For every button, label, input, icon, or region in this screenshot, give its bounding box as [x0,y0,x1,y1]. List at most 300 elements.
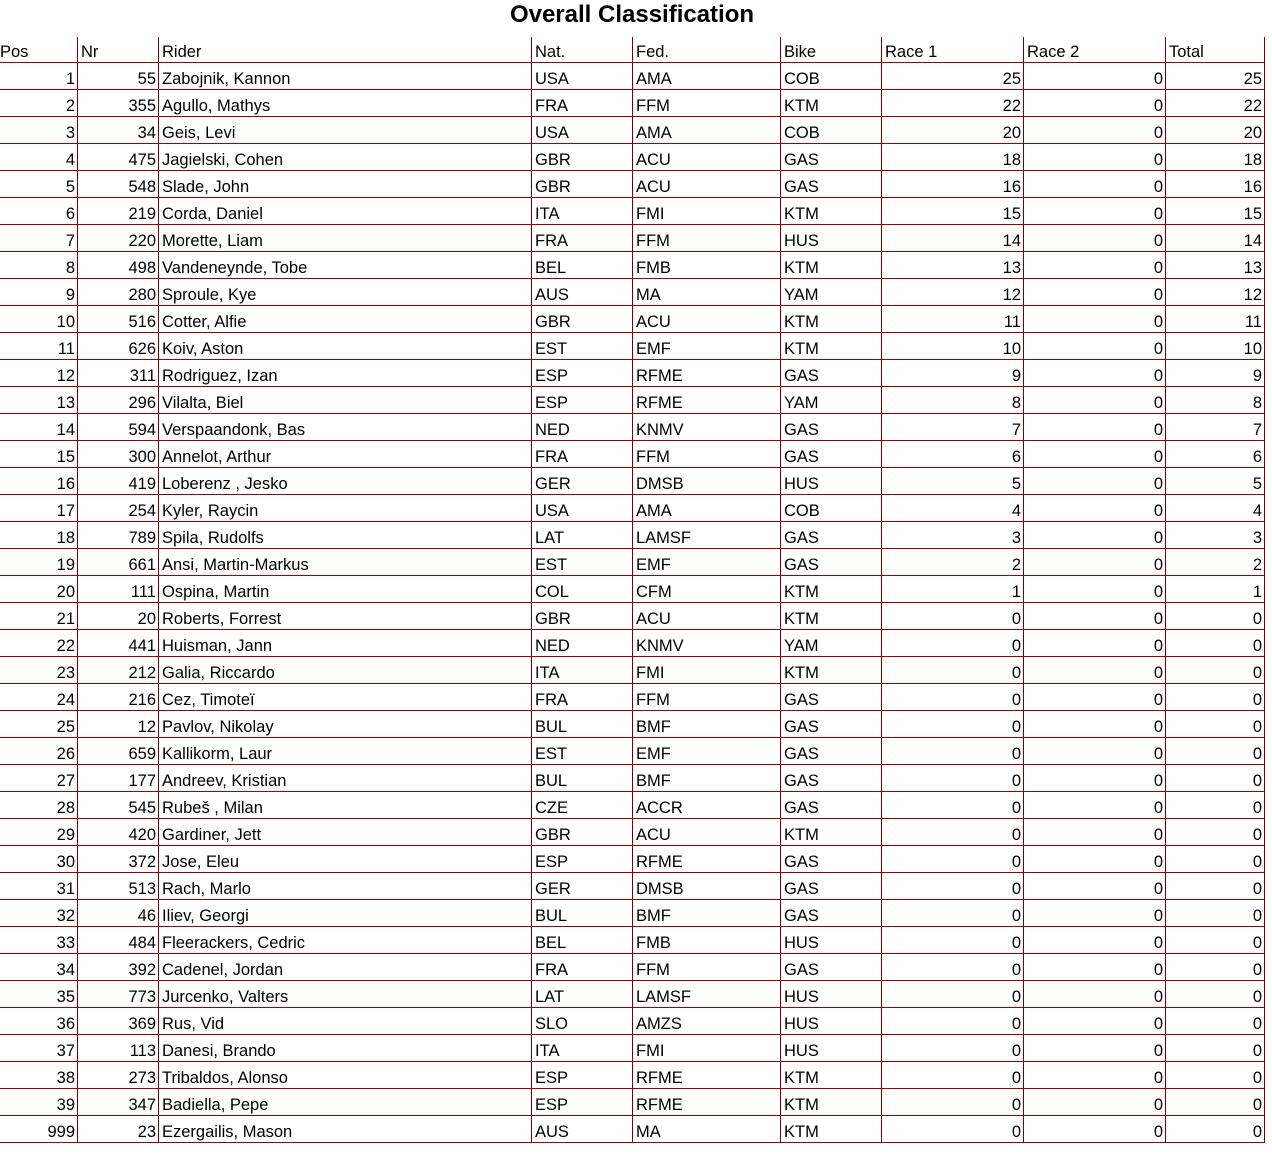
table-row [0,900,1265,927]
cell-bike: KTM [781,198,882,225]
cell-race2: 0 [1024,954,1166,981]
cell-nr: 216 [78,684,159,711]
cell-rider: Vandeneynde, Tobe [159,252,532,279]
table-row [0,360,1265,387]
cell-total: 0 [1166,1035,1265,1062]
cell-nat: FRA [532,441,633,468]
cell-pos: 38 [0,1062,78,1089]
cell-total: 25 [1166,63,1265,90]
cell-nat: GBR [532,603,633,630]
cell-bike: HUS [781,468,882,495]
cell-bike: HUS [781,1035,882,1062]
cell-race2: 0 [1024,1116,1166,1143]
table-row [0,414,1265,441]
cell-race1: 0 [882,1062,1024,1089]
cell-race2: 0 [1024,1008,1166,1035]
cell-pos: 11 [0,333,78,360]
cell-total: 0 [1166,981,1265,1008]
cell-nat: NED [532,630,633,657]
cell-pos: 10 [0,306,78,333]
table-row [0,603,1265,630]
cell-total: 0 [1166,765,1265,792]
cell-nat: CZE [532,792,633,819]
cell-rider: Vilalta, Biel [159,387,532,414]
cell-nr: 773 [78,981,159,1008]
cell-race2: 0 [1024,765,1166,792]
cell-race1: 0 [882,819,1024,846]
table-row [0,765,1265,792]
cell-bike: COB [781,117,882,144]
cell-fed: ACU [633,603,781,630]
cell-race2: 0 [1024,441,1166,468]
cell-total: 5 [1166,468,1265,495]
cell-nr: 12 [78,711,159,738]
cell-rider: Ezergailis, Mason [159,1116,532,1143]
cell-total: 14 [1166,225,1265,252]
table-row [0,549,1265,576]
cell-race1: 0 [882,1089,1024,1116]
cell-fed: FMI [633,1035,781,1062]
cell-pos: 29 [0,819,78,846]
cell-bike: GAS [781,171,882,198]
cell-rider: Huisman, Jann [159,630,532,657]
cell-fed: FFM [633,90,781,117]
table-header [0,37,1265,63]
cell-fed: FMI [633,657,781,684]
cell-total: 7 [1166,414,1265,441]
cell-bike: KTM [781,1116,882,1143]
cell-total: 10 [1166,333,1265,360]
cell-bike: KTM [781,603,882,630]
cell-bike: GAS [781,441,882,468]
cell-nat: USA [532,117,633,144]
cell-nr: 23 [78,1116,159,1143]
cell-bike: KTM [781,252,882,279]
cell-race2: 0 [1024,117,1166,144]
cell-nat: GBR [532,819,633,846]
cell-rider: Verspaandonk, Bas [159,414,532,441]
cell-bike: GAS [781,900,882,927]
cell-fed: ACU [633,306,781,333]
cell-bike: GAS [781,873,882,900]
cell-total: 11 [1166,306,1265,333]
cell-race1: 0 [882,873,1024,900]
cell-fed: LAMSF [633,981,781,1008]
cell-nr: 296 [78,387,159,414]
cell-race2: 0 [1024,657,1166,684]
table-row [0,495,1265,522]
cell-fed: EMF [633,738,781,765]
cell-bike: GAS [781,522,882,549]
table-row [0,171,1265,198]
cell-nat: AUS [532,1116,633,1143]
cell-race2: 0 [1024,684,1166,711]
cell-pos: 6 [0,198,78,225]
cell-race2: 0 [1024,846,1166,873]
cell-total: 0 [1166,738,1265,765]
column-header-pos: Pos [0,37,78,63]
cell-total: 0 [1166,1089,1265,1116]
cell-bike: KTM [781,657,882,684]
cell-rider: Slade, John [159,171,532,198]
cell-nr: 212 [78,657,159,684]
column-header-race1: Race 1 [882,37,1024,63]
cell-race2: 0 [1024,792,1166,819]
cell-nat: EST [532,549,633,576]
table-row [0,1008,1265,1035]
cell-fed: KNMV [633,630,781,657]
cell-total: 16 [1166,171,1265,198]
table-row [0,630,1265,657]
cell-nr: 46 [78,900,159,927]
cell-total: 0 [1166,657,1265,684]
cell-pos: 39 [0,1089,78,1116]
table-row [0,1089,1265,1116]
cell-pos: 32 [0,900,78,927]
page-title: Overall Classification [509,1,755,28]
table-row [0,684,1265,711]
cell-rider: Badiella, Pepe [159,1089,532,1116]
cell-fed: KNMV [633,414,781,441]
table-row [0,225,1265,252]
cell-bike: GAS [781,765,882,792]
cell-bike: HUS [781,927,882,954]
cell-rider: Cadenel, Jordan [159,954,532,981]
cell-race1: 18 [882,144,1024,171]
cell-fed: FFM [633,684,781,711]
cell-pos: 3 [0,117,78,144]
cell-race2: 0 [1024,387,1166,414]
cell-race2: 0 [1024,819,1166,846]
cell-bike: COB [781,63,882,90]
cell-total: 0 [1166,630,1265,657]
cell-nat: BEL [532,927,633,954]
cell-rider: Corda, Daniel [159,198,532,225]
cell-nr: 419 [78,468,159,495]
cell-race1: 0 [882,1035,1024,1062]
column-header-nat: Nat. [532,37,633,63]
cell-bike: GAS [781,954,882,981]
cell-nr: 34 [78,117,159,144]
cell-nr: 626 [78,333,159,360]
cell-nat: BUL [532,711,633,738]
cell-nat: FRA [532,90,633,117]
column-header-fed: Fed. [633,37,781,63]
cell-total: 0 [1166,684,1265,711]
cell-bike: KTM [781,1062,882,1089]
cell-nr: 177 [78,765,159,792]
cell-nat: ESP [532,387,633,414]
cell-race2: 0 [1024,495,1166,522]
cell-bike: KTM [781,90,882,117]
cell-rider: Annelot, Arthur [159,441,532,468]
cell-nr: 513 [78,873,159,900]
cell-nat: EST [532,738,633,765]
cell-fed: AMA [633,117,781,144]
cell-total: 0 [1166,900,1265,927]
column-header-total: Total [1166,37,1265,63]
cell-nr: 311 [78,360,159,387]
cell-nr: 661 [78,549,159,576]
cell-race1: 0 [882,711,1024,738]
cell-total: 18 [1166,144,1265,171]
cell-total: 0 [1166,846,1265,873]
cell-race2: 0 [1024,1062,1166,1089]
cell-total: 0 [1166,792,1265,819]
cell-nr: 594 [78,414,159,441]
cell-race1: 9 [882,360,1024,387]
cell-pos: 18 [0,522,78,549]
cell-race1: 0 [882,657,1024,684]
cell-bike: KTM [781,1089,882,1116]
cell-race2: 0 [1024,738,1166,765]
cell-race1: 13 [882,252,1024,279]
cell-fed: AMA [633,63,781,90]
cell-rider: Koiv, Aston [159,333,532,360]
cell-rider: Iliev, Georgi [159,900,532,927]
cell-pos: 15 [0,441,78,468]
cell-nat: USA [532,495,633,522]
cell-race2: 0 [1024,306,1166,333]
table-row [0,927,1265,954]
cell-nr: 280 [78,279,159,306]
cell-pos: 20 [0,576,78,603]
cell-total: 6 [1166,441,1265,468]
cell-race1: 0 [882,765,1024,792]
cell-total: 1 [1166,576,1265,603]
cell-pos: 30 [0,846,78,873]
cell-nr: 420 [78,819,159,846]
cell-nr: 659 [78,738,159,765]
cell-bike: GAS [781,549,882,576]
cell-rider: Gardiner, Jett [159,819,532,846]
cell-race1: 12 [882,279,1024,306]
cell-fed: MA [633,1116,781,1143]
cell-fed: BMF [633,900,781,927]
cell-nr: 484 [78,927,159,954]
table-body [0,63,1265,1143]
table-row [0,954,1265,981]
table-row [0,468,1265,495]
cell-nat: GBR [532,171,633,198]
table-row [0,63,1265,90]
cell-race1: 3 [882,522,1024,549]
cell-rider: Cotter, Alfie [159,306,532,333]
cell-race2: 0 [1024,90,1166,117]
cell-total: 22 [1166,90,1265,117]
cell-nr: 516 [78,306,159,333]
cell-race2: 0 [1024,576,1166,603]
cell-pos: 22 [0,630,78,657]
cell-total: 15 [1166,198,1265,225]
cell-fed: MA [633,279,781,306]
cell-race1: 8 [882,387,1024,414]
table-row [0,144,1265,171]
cell-pos: 4 [0,144,78,171]
cell-bike: GAS [781,360,882,387]
cell-nat: GBR [532,144,633,171]
cell-race1: 0 [882,792,1024,819]
cell-nat: ITA [532,657,633,684]
header-row [0,37,1265,63]
cell-pos: 25 [0,711,78,738]
cell-rider: Sproule, Kye [159,279,532,306]
cell-nr: 355 [78,90,159,117]
cell-pos: 31 [0,873,78,900]
cell-pos: 13 [0,387,78,414]
cell-total: 12 [1166,279,1265,306]
cell-nr: 55 [78,63,159,90]
cell-nat: ITA [532,1035,633,1062]
cell-race1: 16 [882,171,1024,198]
cell-rider: Jagielski, Cohen [159,144,532,171]
cell-fed: RFME [633,360,781,387]
cell-rider: Ospina, Martin [159,576,532,603]
cell-pos: 21 [0,603,78,630]
cell-race2: 0 [1024,981,1166,1008]
cell-race2: 0 [1024,603,1166,630]
cell-rider: Zabojnik, Kannon [159,63,532,90]
cell-bike: HUS [781,225,882,252]
cell-race1: 15 [882,198,1024,225]
cell-race2: 0 [1024,1089,1166,1116]
cell-nat: COL [532,576,633,603]
table-row [0,522,1265,549]
cell-race1: 20 [882,117,1024,144]
cell-rider: Jurcenko, Valters [159,981,532,1008]
cell-bike: GAS [781,846,882,873]
cell-race2: 0 [1024,198,1166,225]
cell-rider: Ansi, Martin-Markus [159,549,532,576]
cell-race2: 0 [1024,144,1166,171]
cell-fed: ACU [633,144,781,171]
cell-fed: ACCR [633,792,781,819]
cell-total: 4 [1166,495,1265,522]
cell-race2: 0 [1024,279,1166,306]
cell-race1: 0 [882,846,1024,873]
table-row [0,1116,1265,1143]
cell-nr: 441 [78,630,159,657]
cell-nat: NED [532,414,633,441]
cell-race2: 0 [1024,171,1166,198]
cell-total: 2 [1166,549,1265,576]
cell-total: 0 [1166,1008,1265,1035]
cell-pos: 28 [0,792,78,819]
cell-rider: Jose, Eleu [159,846,532,873]
cell-fed: FFM [633,954,781,981]
table-row [0,333,1265,360]
cell-total: 0 [1166,711,1265,738]
cell-race2: 0 [1024,468,1166,495]
cell-pos: 33 [0,927,78,954]
table-row [0,441,1265,468]
cell-race1: 0 [882,630,1024,657]
cell-pos: 999 [0,1116,78,1143]
cell-fed: FMB [633,252,781,279]
cell-nr: 789 [78,522,159,549]
table-row [0,198,1265,225]
cell-pos: 36 [0,1008,78,1035]
table-row [0,387,1265,414]
cell-total: 0 [1166,1062,1265,1089]
cell-race1: 0 [882,684,1024,711]
cell-pos: 2 [0,90,78,117]
cell-nat: BUL [532,900,633,927]
cell-fed: AMA [633,495,781,522]
cell-pos: 12 [0,360,78,387]
cell-nat: GBR [532,306,633,333]
cell-bike: HUS [781,1008,882,1035]
cell-nr: 220 [78,225,159,252]
cell-nat: FRA [532,225,633,252]
cell-nat: GER [532,468,633,495]
cell-nat: USA [532,63,633,90]
cell-nr: 545 [78,792,159,819]
table-row [0,576,1265,603]
cell-race1: 7 [882,414,1024,441]
cell-fed: DMSB [633,873,781,900]
cell-nr: 392 [78,954,159,981]
table-row [0,819,1265,846]
cell-rider: Kyler, Raycin [159,495,532,522]
cell-fed: DMSB [633,468,781,495]
table-row [0,657,1265,684]
cell-pos: 14 [0,414,78,441]
table-row [0,981,1265,1008]
cell-pos: 16 [0,468,78,495]
cell-pos: 7 [0,225,78,252]
cell-pos: 9 [0,279,78,306]
cell-race2: 0 [1024,630,1166,657]
cell-race2: 0 [1024,333,1166,360]
cell-nr: 111 [78,576,159,603]
cell-rider: Danesi, Brando [159,1035,532,1062]
cell-race1: 0 [882,927,1024,954]
table-row [0,252,1265,279]
cell-race1: 2 [882,549,1024,576]
cell-fed: EMF [633,549,781,576]
table-row [0,873,1265,900]
cell-nat: SLO [532,1008,633,1035]
cell-nr: 369 [78,1008,159,1035]
cell-total: 3 [1166,522,1265,549]
cell-race2: 0 [1024,549,1166,576]
cell-total: 0 [1166,819,1265,846]
cell-bike: KTM [781,576,882,603]
cell-fed: RFME [633,387,781,414]
cell-nr: 113 [78,1035,159,1062]
column-header-bike: Bike [781,37,882,63]
cell-race2: 0 [1024,414,1166,441]
cell-pos: 24 [0,684,78,711]
classification-table [0,37,1265,1143]
cell-rider: Kallikorm, Laur [159,738,532,765]
cell-race1: 1 [882,576,1024,603]
table-row [0,117,1265,144]
cell-race1: 0 [882,603,1024,630]
cell-race1: 6 [882,441,1024,468]
table-row [0,1062,1265,1089]
cell-nat: LAT [532,522,633,549]
cell-race1: 25 [882,63,1024,90]
cell-rider: Geis, Levi [159,117,532,144]
cell-nat: ITA [532,198,633,225]
cell-race1: 0 [882,738,1024,765]
cell-pos: 23 [0,657,78,684]
cell-bike: GAS [781,711,882,738]
cell-total: 8 [1166,387,1265,414]
cell-race1: 0 [882,1008,1024,1035]
